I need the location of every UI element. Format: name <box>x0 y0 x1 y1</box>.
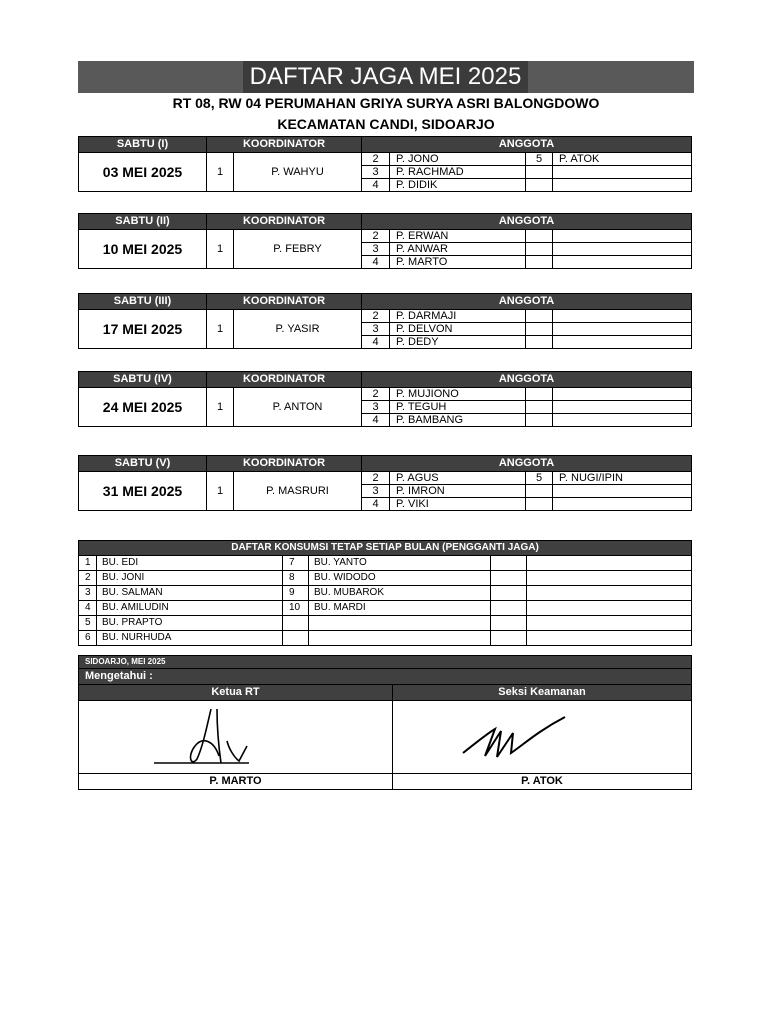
konsumsi-table <box>78 540 692 646</box>
konsumsi-number: 2 <box>79 571 97 586</box>
left-signature <box>79 701 393 773</box>
place-date: SIDOARJO, MEI 2025 <box>79 656 692 669</box>
member-number: 3 <box>362 485 390 498</box>
empty-cell <box>527 556 692 571</box>
member-name: P. AGUS <box>390 472 526 485</box>
anggota-header: ANGGOTA <box>362 372 692 388</box>
coordinator-number: 1 <box>207 310 234 349</box>
koordinator-header: KOORDINATOR <box>207 294 362 310</box>
member-number-2: 5 <box>526 153 553 166</box>
left-signer-name: P. MARTO <box>79 774 393 790</box>
member-number-2 <box>526 414 553 427</box>
konsumsi-row <box>79 586 692 601</box>
member-name-2: P. ATOK <box>553 153 692 166</box>
member-number: 4 <box>362 256 390 269</box>
konsumsi-number-2: 7 <box>283 556 309 571</box>
koordinator-header: KOORDINATOR <box>207 137 362 153</box>
konsumsi-name-2: BU. MARDI <box>309 601 491 616</box>
empty-cell <box>527 631 692 646</box>
member-number: 4 <box>362 179 390 192</box>
member-number-2 <box>526 310 553 323</box>
member-number: 4 <box>362 336 390 349</box>
empty-cell <box>491 631 527 646</box>
konsumsi-number-2: 9 <box>283 586 309 601</box>
konsumsi-row <box>79 616 692 631</box>
member-name: P. ANWAR <box>390 243 526 256</box>
konsumsi-number: 6 <box>79 631 97 646</box>
schedule-date: 24 MEI 2025 <box>79 388 207 427</box>
member-name-2: P. NUGI/IPIN <box>553 472 692 485</box>
member-number-2 <box>526 256 553 269</box>
konsumsi-title: DAFTAR KONSUMSI TETAP SETIAP BULAN (PENGGANTI JAGA) <box>79 541 692 556</box>
member-name-2 <box>553 498 692 511</box>
schedule-date: 03 MEI 2025 <box>79 153 207 192</box>
member-name: P. MUJIONO <box>390 388 526 401</box>
empty-cell <box>527 616 692 631</box>
empty-cell <box>527 586 692 601</box>
empty-cell <box>491 556 527 571</box>
konsumsi-number-2: 10 <box>283 601 309 616</box>
member-name-2 <box>553 179 692 192</box>
member-name: P. DEDY <box>390 336 526 349</box>
subtitle-address: RT 08, RW 04 PERUMAHAN GRIYA SURYA ASRI BALONGDOWO <box>172 95 600 111</box>
konsumsi-name: BU. AMILUDIN <box>97 601 283 616</box>
member-number: 3 <box>362 243 390 256</box>
member-number-2 <box>526 401 553 414</box>
day-header: SABTU (IV) <box>79 372 207 388</box>
konsumsi-name: BU. PRAPTO <box>97 616 283 631</box>
member-name: P. VIKI <box>390 498 526 511</box>
member-number-2: 5 <box>526 472 553 485</box>
konsumsi-name-2 <box>309 631 491 646</box>
member-number-2 <box>526 336 553 349</box>
member-number-2 <box>526 166 553 179</box>
empty-cell <box>491 586 527 601</box>
coordinator-number: 1 <box>207 153 234 192</box>
koordinator-header: KOORDINATOR <box>207 456 362 472</box>
member-number: 3 <box>362 401 390 414</box>
subtitle-district: KECAMATAN CANDI, SIDOARJO <box>277 116 495 132</box>
schedule-date: 17 MEI 2025 <box>79 310 207 349</box>
schedule-block <box>78 136 692 192</box>
member-number-2 <box>526 485 553 498</box>
member-number: 3 <box>362 166 390 179</box>
empty-cell <box>491 616 527 631</box>
konsumsi-row <box>79 631 692 646</box>
member-name: P. DARMAJI <box>390 310 526 323</box>
member-number: 4 <box>362 498 390 511</box>
member-name-2 <box>553 256 692 269</box>
right-signer-name: P. ATOK <box>393 774 692 790</box>
coordinator-name: P. ANTON <box>234 388 362 427</box>
schedule-block <box>78 293 692 349</box>
konsumsi-number: 4 <box>79 601 97 616</box>
member-number-2 <box>526 498 553 511</box>
schedule-date: 31 MEI 2025 <box>79 472 207 511</box>
konsumsi-row <box>79 556 692 571</box>
konsumsi-number: 1 <box>79 556 97 571</box>
member-number: 2 <box>362 230 390 243</box>
member-name-2 <box>553 323 692 336</box>
member-name-2 <box>553 310 692 323</box>
page-title: DAFTAR JAGA MEI 2025 <box>243 61 528 93</box>
member-number-2 <box>526 388 553 401</box>
konsumsi-number-2: 8 <box>283 571 309 586</box>
member-number: 2 <box>362 388 390 401</box>
member-name-2 <box>553 485 692 498</box>
member-name-2 <box>553 401 692 414</box>
member-number-2 <box>526 230 553 243</box>
koordinator-header: KOORDINATOR <box>207 372 362 388</box>
right-signature-cell <box>393 701 692 774</box>
koordinator-header: KOORDINATOR <box>207 214 362 230</box>
day-header: SABTU (V) <box>79 456 207 472</box>
konsumsi-name-2 <box>309 616 491 631</box>
member-number: 2 <box>362 310 390 323</box>
member-name: P. IMRON <box>390 485 526 498</box>
schedule-block <box>78 371 692 427</box>
coordinator-number: 1 <box>207 388 234 427</box>
member-number: 4 <box>362 414 390 427</box>
empty-cell <box>527 601 692 616</box>
member-name: P. DIDIK <box>390 179 526 192</box>
member-name-2 <box>553 336 692 349</box>
member-name: P. RACHMAD <box>390 166 526 179</box>
member-name-2 <box>553 388 692 401</box>
anggota-header: ANGGOTA <box>362 294 692 310</box>
member-name: P. BAMBANG <box>390 414 526 427</box>
coordinator-number: 1 <box>207 230 234 269</box>
member-name-2 <box>553 230 692 243</box>
mengetahui-label: Mengetahui : <box>79 669 692 685</box>
coordinator-name: P. FEBRY <box>234 230 362 269</box>
konsumsi-name-2: BU. YANTO <box>309 556 491 571</box>
left-role: Ketua RT <box>79 685 393 701</box>
coordinator-name: P. WAHYU <box>234 153 362 192</box>
konsumsi-name: BU. EDI <box>97 556 283 571</box>
member-name-2 <box>553 166 692 179</box>
day-header: SABTU (II) <box>79 214 207 230</box>
empty-cell <box>527 571 692 586</box>
coordinator-name: P. YASIR <box>234 310 362 349</box>
day-header: SABTU (III) <box>79 294 207 310</box>
konsumsi-number: 3 <box>79 586 97 601</box>
coordinator-number: 1 <box>207 472 234 511</box>
konsumsi-name: BU. NURHUDA <box>97 631 283 646</box>
member-number: 2 <box>362 153 390 166</box>
member-number: 2 <box>362 472 390 485</box>
member-name: P. DELVON <box>390 323 526 336</box>
konsumsi-name-2: BU. MUBAROK <box>309 586 491 601</box>
konsumsi-name-2: BU. WIDODO <box>309 571 491 586</box>
anggota-header: ANGGOTA <box>362 137 692 153</box>
konsumsi-name: BU. JONI <box>97 571 283 586</box>
day-header: SABTU (I) <box>79 137 207 153</box>
konsumsi-number: 5 <box>79 616 97 631</box>
member-name-2 <box>553 414 692 427</box>
schedule-block <box>78 455 692 511</box>
right-signature <box>393 701 692 773</box>
konsumsi-name: BU. SALMAN <box>97 586 283 601</box>
member-name: P. MARTO <box>390 256 526 269</box>
empty-cell <box>491 571 527 586</box>
schedule-block <box>78 213 692 269</box>
title-bar <box>78 61 694 93</box>
schedule-date: 10 MEI 2025 <box>79 230 207 269</box>
konsumsi-row <box>79 601 692 616</box>
empty-cell <box>491 601 527 616</box>
anggota-header: ANGGOTA <box>362 456 692 472</box>
signature-table <box>78 655 692 790</box>
member-name: P. TEGUH <box>390 401 526 414</box>
member-number-2 <box>526 243 553 256</box>
member-name: P. ERWAN <box>390 230 526 243</box>
member-name-2 <box>553 243 692 256</box>
konsumsi-row <box>79 571 692 586</box>
left-signature-cell <box>79 701 393 774</box>
anggota-header: ANGGOTA <box>362 214 692 230</box>
right-role: Seksi Keamanan <box>393 685 692 701</box>
coordinator-name: P. MASRURI <box>234 472 362 511</box>
konsumsi-number-2 <box>283 631 309 646</box>
member-number: 3 <box>362 323 390 336</box>
konsumsi-number-2 <box>283 616 309 631</box>
member-name: P. JONO <box>390 153 526 166</box>
member-number-2 <box>526 323 553 336</box>
member-number-2 <box>526 179 553 192</box>
